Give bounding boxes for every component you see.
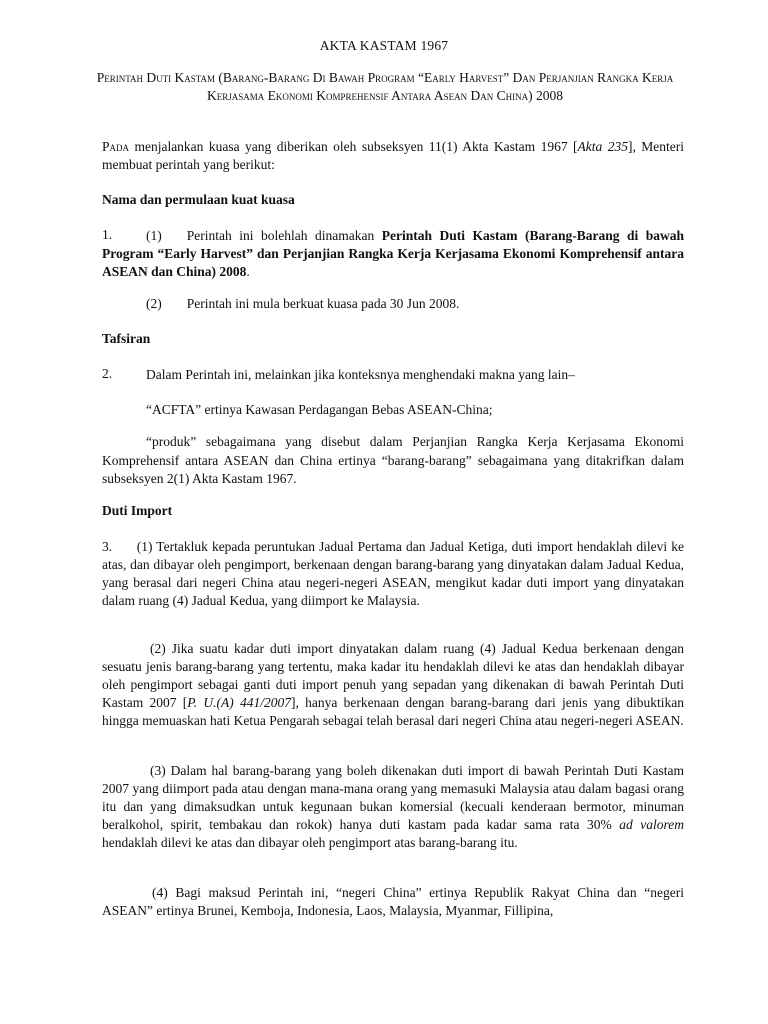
- clause-2-paragraph: [102, 366, 684, 384]
- heading-duti-import: Duti Import: [102, 503, 173, 518]
- heading-tafsiran: Tafsiran: [102, 331, 151, 346]
- clause-2-number: 2.: [102, 366, 113, 381]
- clause-3-3-text-1: (3) Dalam hal barang-barang yang boleh dikenakan duti import di bawah Perintah Duti Kastam 2007 yang diimport pada atau dengan mana-mana orang yang memasuki Malaysia atau dalam bagasi orang itu dan yang dimaksudkan untuk kegunaan bukan komersial (kecuali kenderaan bermotor, minuman beralkohol, spirit, tembakau dan rokok) hanya duti kastam pada kadar sama rata 30%: [102, 763, 684, 832]
- preamble-pada: Pada: [102, 139, 130, 154]
- definition-produk: [102, 433, 684, 489]
- clause-3-3-text-2: hendaklah dilevi ke atas dan dibayar oleh pengimport atas barang-barang itu.: [102, 835, 518, 850]
- definition-acfta-text: “ACFTA” ertinya Kawasan Perdagangan Bebas ASEAN-China;: [146, 402, 493, 417]
- clause-3-4-paragraph: [102, 884, 684, 920]
- clause-1-number: 1.: [102, 227, 113, 242]
- document-subtitle: Perintah Duti Kastam (Barang-Barang Di Bawah Program “Early Harvest” Dan Perjanjian Rangka Kerja Kerjasama Ekonomi Komprehensif Antara Asean Dan China) 2008: [96, 70, 674, 103]
- heading-nama: Nama dan permulaan kuat kuasa: [102, 192, 295, 207]
- clause-1-1-number: (1): [146, 228, 162, 243]
- clause-1-1-end: .: [246, 264, 250, 279]
- preamble-text-1: menjalankan kuasa yang diberikan oleh subseksyen 11(1) Akta Kastam 1967 [: [129, 139, 578, 154]
- clause-1-1-text: Perintah ini bolehlah dinamakan: [186, 228, 382, 243]
- definition-acfta: [102, 401, 684, 419]
- clause-3-3-paragraph: [102, 762, 684, 852]
- clause-1-2-paragraph: [102, 295, 684, 313]
- definition-produk-text: “produk” sebagaimana yang disebut dalam Perjanjian Rangka Kerja Kerjasama Ekonomi Komprehensif antara ASEAN dan China ertinya “barang-barang” sebagaimana yang ditakrifkan dalam subseksyen 2(1) Akta Kastam 1967.: [102, 434, 684, 486]
- clause-3-4-text: (4) Bagi maksud Perintah ini, “negeri China” ertinya Republik Rakyat China dan “negeri ASEAN” ertinya Brunei, Kemboja, Indonesia, Laos, Malaysia, Myanmar, Fillipina,: [102, 885, 684, 918]
- clause-2-text: Dalam Perintah ini, melainkan jika konteksnya menghendaki makna yang lain–: [146, 367, 575, 382]
- clause-3-3-ad-valorem: ad valorem: [619, 817, 684, 832]
- clause-1-1-order-name: Perintah Duti Kastam (Barang-Barang di bawah Program “Early Harvest” dan Perjanjian Rangka Kerja Kerjasama Ekonomi Komprehensif antara ASEAN dan China) 2008: [102, 228, 684, 279]
- clause-3-2-paragraph: [102, 640, 684, 730]
- clause-3-2-text-1: (2) Jika suatu kadar duti import dinyatakan dalam ruang (4) Jadual Kedua berkenaan dengan sesuatu jenis barang-barang yang tertentu, maka kadar itu hendaklah dilevi ke atas dan hendaklah dibayar oleh pengimport sebagai ganti duti import penuh yang sepadan yang dikenakan di bawah Perintah Duti Kastam 2007 [: [102, 641, 684, 710]
- clause-1-1-paragraph: [102, 227, 684, 281]
- clause-3-2-pu-ref: P. U.(A) 441/2007: [187, 695, 291, 710]
- clause-1-2-text: Perintah ini mula berkuat kuasa pada 30 Jun 2008.: [186, 296, 460, 311]
- clause-3-1-paragraph: 3. (1) Tertakluk kepada peruntukan Jadual Pertama dan Jadual Ketiga, duti import hendaklah dilevi ke atas, dan dibayar oleh pengimport, berkenaan dengan barang-barang yang dinyatakan dalam Jadual Kedua, yang berasal dari negeri China atau negeri-negeri ASEAN, mengikut kadar duti import yang dinyatakan dalam ruang (4) Jadual Kedua, yang diimport ke Malaysia.: [102, 539, 688, 608]
- preamble-akta-ref: Akta 235: [577, 139, 628, 154]
- preamble-paragraph: [102, 138, 684, 174]
- clause-1-2-number: (2): [146, 296, 162, 311]
- document-title: AKTA KASTAM 1967: [319, 38, 449, 53]
- clause-3-2-text-2: ], hanya berkenaan dengan barang-barang dari jenis yang dibuktikan hingga memuaskan hati Ketua Pengarah sebagai telah berasal dari negeri China atau negeri-negeri ASEAN.: [102, 695, 684, 728]
- preamble-text-2: ], Menteri membuat perintah yang berikut:: [102, 139, 684, 172]
